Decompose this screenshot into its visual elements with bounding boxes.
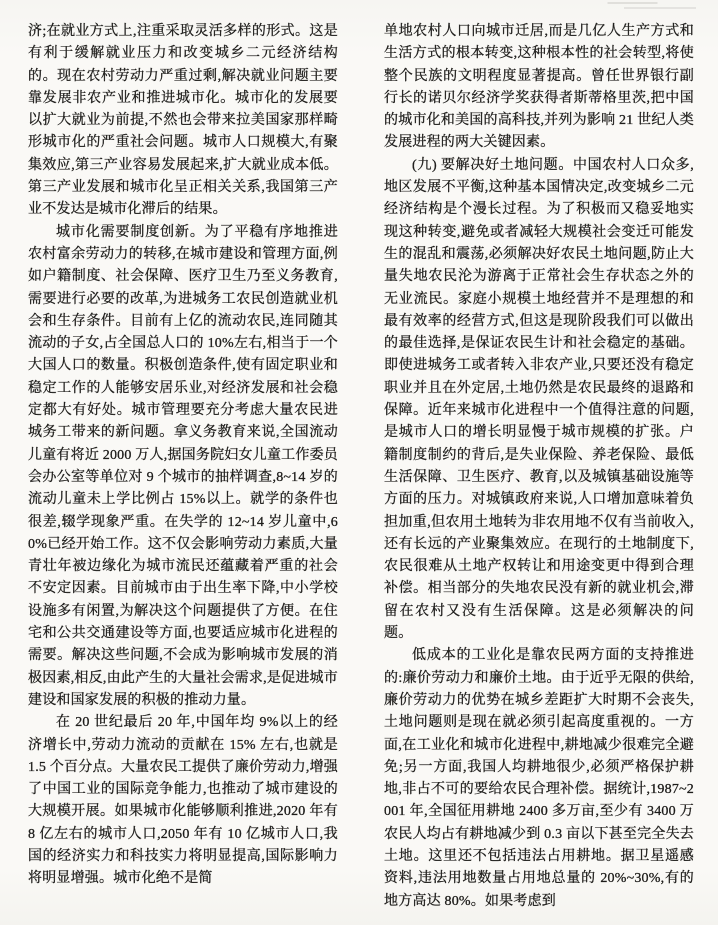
text-column-left — [28, 21, 338, 925]
paragraph: 济;在就业方式上,注重采取灵活多样的形式。这是有利于缓解就业压力和改变城乡二元经济结构的。现在农村劳动力严重过剩,解决就业问题主要靠发展非农产业和推进城市化。城市化的发展要以扩大就业为前提,不然也会带来拉美国家那样畸形城市化的严重社会问题。城市人口规模大,有聚集效应,第三产业容易发展起来,扩大就业成本低。第三产业发展和城市化呈正相关关系,我国第三产业不发达是城市化滞后的结果。 — [28, 24, 338, 218]
text-columns — [28, 21, 694, 925]
paragraph: 低成本的工业化是靠农民两方面的支持推进的:廉价劳动力和廉价土地。由于近乎无限的供给,廉价劳动力的优势在城乡差距扩大时期不会丧失,土地问题则是现在就必须引起高度重视的。一方面,在工业化和城市化进程中,耕地减少很难完全避免;另一方面,我国人均耕地很少,必须严格保护耕地,非占不可的要给农民合理补偿。据统计,1987~2001 年,全国征用耕地 2400 多万亩,至少有 3400 万农民人均占有耕地减少到 0.3 亩以下甚至完全失去土地。这里还不包括违法占用耕地。据卫星遥感资料,违法用地数量占用地总量的 20%~30%,有的地方高达 80%。如果考虑到 — [384, 648, 694, 909]
paragraph: 城市化需要制度创新。为了平稳有序地推进农村富余劳动力的转移,在城市建设和管理方面,例如户籍制度、社会保障、医疗卫生乃至义务教育,需要进行必要的改革,为进城务工农民创造就业机会和生存条件。目前有上亿的流动农民,连同随其流动的子女,占全国总人口的 10%左右,相当于一个大国人口的数量。积极创造条件,使有固定职业和稳定工作的人能够安居乐业,对经济发展和社会稳定都大有好处。城市管理要充分考虑大量农民进城务工带来的新问题。拿义务教育来说,全国流动儿童有将近 2000 万人,据国务院妇女儿童工作委员会办公室等单位对 9 个城市的抽样调查,8~14 岁的流动儿童未上学比例占 15%以上。就学的条件也很差,辍学现象严重。在失学的 12~14 岁儿童中,60%已经开始工作。这不仅会影响劳动力素质,大量青壮年被边缘化为城市流民还蕴藏着严重的社会不安定因素。目前城市由于出生率下降,中小学校设施多有闲置,为解决这个问题提供了方便。在住宅和公共交通建设等方面,也要适应城市化进程的需要。解决这些问题,不会成为影响城市发展的消极因素,相反,由此产生的大量社会需求,是促进城市建设和国家发展的积极的推动力量。 — [28, 224, 338, 708]
paragraph: 在 20 世纪最后 20 年,中国年均 9%以上的经济增长中,劳动力流动的贡献在 15% 左右,也就是 1.5 个百分点。大量农民工提供了廉价劳动力,增强了中国工业的国际竞争能力,也推动了城市建设的大规模开展。如果城市化能够顺利推进,2020 年有 8 亿左右的城市人口,2050 年有 10 亿城市人口,我国的经济实力和科技实力将明显提高,国际影响力将明显增强。城市化绝不是简 — [28, 715, 338, 887]
scan-smudge-artifact — [600, 2, 696, 10]
paragraph: 单地农村人口向城市迁居,而是几亿人生产方式和生活方式的根本转变,这种根本性的社会转型,将使整个民族的文明程度显著提高。曾任世界银行副行长的诺贝尔经济学奖获得者斯蒂格里茨,把中国的城市化和美国的高科技,并列为影响 21 世纪人类发展进程的两大关键因素。 — [384, 24, 694, 151]
text-column-right — [384, 21, 694, 925]
paragraph: (九) 要解决好土地问题。中国农村人口众多,地区发展不平衡,这种基本国情决定,改变城乡二元经济结构是个漫长过程。为了积极而又稳妥地实现这种转变,避免或者减轻大规模社会变迁可能发生的混乱和震荡,必须解决好农民土地问题,防止大量失地农民沦为游离于正常社会生存状态之外的无业流民。家庭小规模土地经营并不是理想的和最有效率的经营方式,但这是现阶段我们可以做出的最佳选择,是保证农民生计和社会稳定的基础。即使进城务工或者转入非农产业,只要还没有稳定职业并且在外定居,土地仍然是农民最终的退路和保障。近年来城市化进程中一个值得注意的问题,是城市人口的增长明显慢于城市规模的扩张。户籍制度制约的背后,是失业保险、养老保险、最低生活保障、卫生医疗、教育,以及城镇基础设施等方面的压力。对城镇政府来说,人口增加意味着负担加重,但农用土地转为非农用地不仅有当前收入,还有长远的产业聚集效应。在现行的土地制度下,农民很难从土地产权转让和用途变更中得到合理补偿。相当部分的失地农民没有新的就业机会,滞留在农村又没有生活保障。这是必须解决的问题。 — [384, 157, 694, 642]
